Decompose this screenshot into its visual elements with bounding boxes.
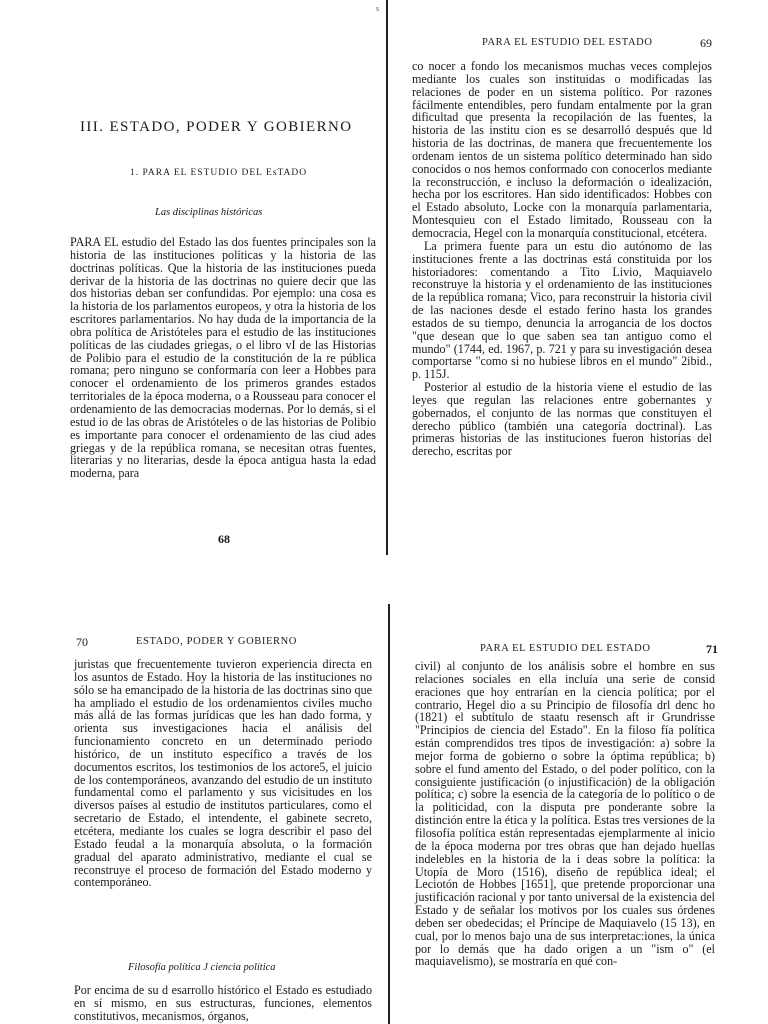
- running-head: PARA EL ESTUDIO DEL ESTADO: [482, 37, 653, 48]
- paragraph: civil) al conjunto de los análisis sobre el hombre en sus relaciones sociales en ella incluía una serie de consid eraciones que hoy entrarían en la ciencia política; por el contrario, Hegel dio a su Principio de filosofía drl denc ho (1821) el subtítulo de staatu resensch aft ir Grundrisse "Principios de ciencia del Estado". En la filoso fía política están comprendidos tres tipos de investigación: a) sobre la mejor forma de gobierno o sobre la óptima república; b) sobre el fund amento del Estado, o del poder político, con la consiguiente justificación (o injustificación) de la obligación política; c) sobre la esencia de la categoría de lo político o de la politicidad, con la disputa pre ponderante sobre la distinción entre la ética y la política. Estas tres versiones de la filosofía política están representadas ejemplarmente al inicio de la época moderna por tres obras que han dejado huellas indelebles en la historia de la i deas sobre la política: la Utopía de Moro (1516), diseño de república ideal; el Leciotón de Hobbes [1651], que pretende proporcionar una justificación racional y por tanto universal de la existencia del Estado y de señalar los motivos por los cuales sus órdenes deben ser obedecidas; el Príncipe de Maquiavelo (15 13), en cual, por lo menos bajo una de sus interpretac:iones, la única por lo demás que ha dado origen a un "ism o" (el maquiavelismo), se mostraría en qué con-: [415, 659, 715, 969]
- paragraph: Posterior al estudio de la historia viene el estudio de las leyes que regulan las relaciones entre gobernantes y gobernados, el conjunto de las normas que constituyen el derecho público (también una categoría doctrinal). Las primeras historias de las instituciones fueron historias del derecho, escritas por: [412, 380, 712, 459]
- section-title: 1. PARA EL ESTUDIO DEL EsTADO: [130, 168, 308, 178]
- paragraph: La primera fuente para un estu dio autónomo de las instituciones frente a las doctrinas está constituida por los historiadores: comentando a Tito Livio, Maquiavelo reconstruye la historia y el ordenamiento de las instituciones de la república romana; Vico, para reconstruir la historia civil de las naciones desde el estado ferino hasta los grandes estados de su tiempo, denuncia la arrogancia de los doctos "que desean que lo que saben sea tan antiguo como el mundo" (1744, ed. 1967, p. 721 y para su investigación desea comportarse "como si no hubiese libros en el mundo" 2ibid., p. 115J.: [412, 238, 712, 382]
- page-68: [0, 0, 384, 560]
- body-text: [70, 236, 376, 480]
- subsection-title: Filosofía política J ciencia política: [128, 962, 276, 973]
- paragraph: co nocer a fondo los mecanismos muchas veces complejos mediante los cuales son instituidas o modificadas las relaciones de poder en un sistema político. Por razones fácilmente entendibles, pero fundam entalmente por la gran dificultad que presenta la recopilación de las fuentes, la historia de las institu cion es se desarrolló después que ld historia de las doctrinas, de manera que frecuentemente los ordenam ientos de un sistema político determinado han sido conocidos o nos hemos conformado con conocerlos mediante la reconstrucción, e incluso la deformación o idealización, hecha por los escritores. Han sido identificados: Hobbes con el Estado absoluto, Locke con la monarquía parlamentaria, Montesquieu con el Estado limitado, Rousseau con la democracia, Hegel con la monarquía constitucional, etcétera.: [412, 59, 712, 240]
- body-text: [415, 660, 715, 968]
- running-head: ESTADO, PODER Y GOBIERNO: [136, 636, 297, 647]
- body-text: [412, 60, 712, 458]
- chapter-title: III. ESTADO, PODER Y GOBIERNO: [80, 119, 353, 135]
- page-number: 68: [218, 532, 230, 546]
- body-text: [74, 658, 372, 889]
- body-text-continued: [74, 984, 372, 1023]
- page-71: [384, 600, 768, 1024]
- page-number: 71: [706, 642, 718, 656]
- page-70: [0, 600, 384, 1024]
- running-head: PARA EL ESTUDIO DEL ESTADO: [480, 643, 651, 654]
- paragraph: juristas que frecuentemente tuvieron experiencia directa en los asuntos de Estado. Hoy la historia de las instituciones no sólo se ha emancipado de la historia de las doctrinas sino que ha ampliado el estudio de los ordenamientos civiles mucho más allá de las formas jurídicas que les han dado forma, y orienta sus investigaciones hacia el análisis del funcionamiento concreto en un determinado periodo histórico, de un instituto específico a través de los documentos escritos, los testimonios de los actore5, el juicio de los contemporáneos, avanzando del estudio de un instituto fundamental como el parlamento y sus vicisitudes en los diversos países al estudio de institutos particulares, como el secretario de Estado, el intendente, el gabinete secreto, etcétera, mediante los cuales se logra describir el paso del Estado feudal a la monarquía absoluta, o la formación gradual del aparato administrativo, mediante el cual se reconstruye el proceso de formación del Estado moderno y contemporáneo.: [74, 657, 372, 890]
- page-69: [384, 0, 768, 560]
- page-number: 70: [76, 635, 88, 649]
- paragraph: Por encima de su d esarrollo histórico el Estado es estudiado en sí mismo, en sus estructuras, funciones, elementos constitutivos, mecanismos, órganos,: [74, 983, 372, 1023]
- subsection-title: Las disciplinas históricas: [155, 207, 263, 218]
- page-number: 69: [700, 36, 712, 50]
- margin-mark: s: [376, 4, 380, 13]
- paragraph: PARA EL estudio del Estado las dos fuentes principales son la historia de las instituciones políticas y la historia de las doctrinas políticas. Que la historia de las instituciones pueda derivar de la historia de las doctrinas no quiere decir que las dos historias deban ser confundidas. Por ejemplo: una cosa es la historia de los parlamentos europeos, y otra la historia de los escritores parlamentarios. No hay duda de la importancia de la obra política de Aristóteles para el estudio de las instituciones políticas de las ciudades griegas, o el libro vI de las Historias de Polibio para el estudio de la constitución de la re pública romana; pero ninguno se conformaría con leer a Hobbes para conocer el ordenamiento de los primeros grandes estados territoriales de la época moderna, o a Rousseau para conocer el ordenamiento de las democracias modernas. Por lo demás, si el estud io de las obras de Aristóteles o de las historias de Polibio es importante para conocer el ordenamiento de las ciud ades griegas y de la república romana, se necesitan otras fuentes, literarias y no literarias, desde la época antigua hasta la edad moderna, para: [70, 235, 376, 481]
